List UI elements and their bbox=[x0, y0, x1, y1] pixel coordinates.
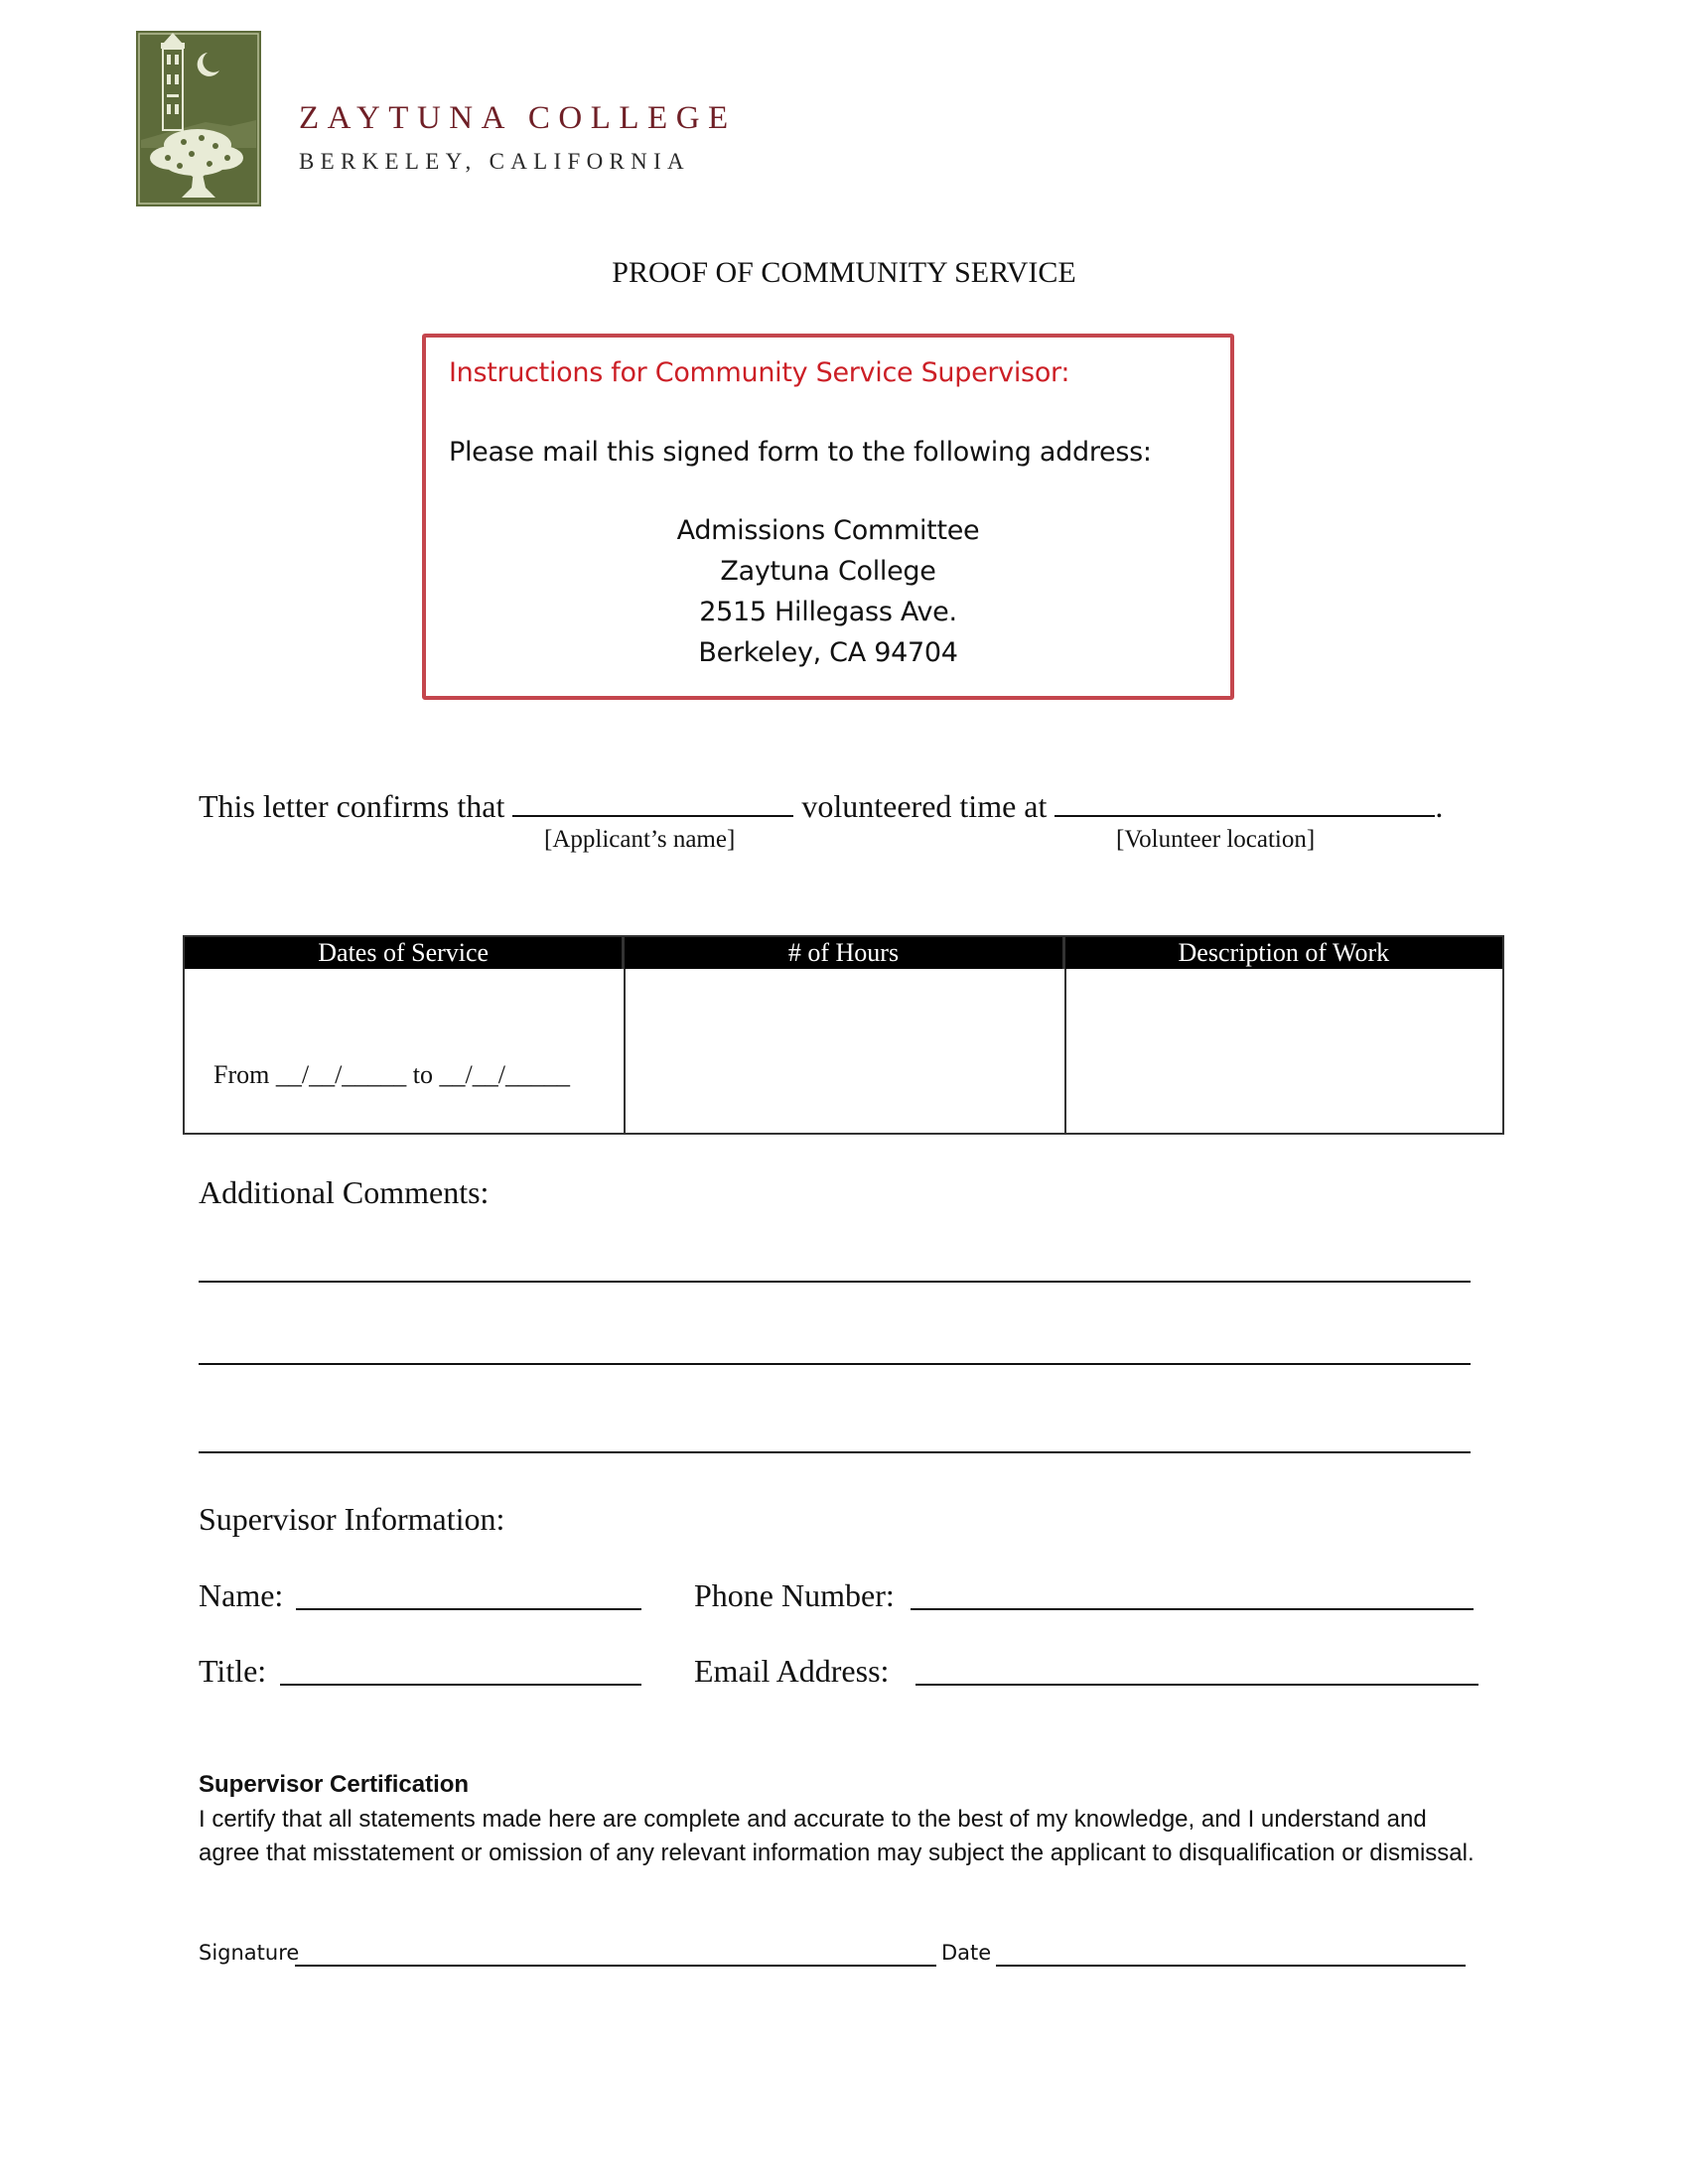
supervisor-name-label: Name: bbox=[199, 1577, 284, 1613]
supervisor-name-field[interactable] bbox=[296, 1608, 641, 1610]
page-title: PROOF OF COMMUNITY SERVICE bbox=[612, 256, 1076, 289]
phone-number-field[interactable] bbox=[911, 1608, 1474, 1610]
comment-line[interactable] bbox=[199, 1451, 1471, 1453]
college-logo bbox=[136, 31, 261, 206]
confirmation-suffix: . bbox=[1435, 788, 1444, 824]
address-line: Zaytuna College bbox=[720, 556, 936, 587]
email-address-field[interactable] bbox=[915, 1684, 1478, 1686]
comment-line[interactable] bbox=[199, 1281, 1471, 1283]
hours-cell[interactable] bbox=[626, 969, 1066, 1133]
confirmation-middle: volunteered time at bbox=[801, 788, 1048, 824]
address-line: Berkeley, CA 94704 bbox=[698, 637, 958, 668]
mailing-address bbox=[426, 510, 1230, 673]
header-hours: # of Hours bbox=[625, 937, 1064, 969]
additional-comments-label: Additional Comments: bbox=[199, 1174, 490, 1210]
header-description: Description of Work bbox=[1178, 938, 1390, 967]
confirmation-prefix: This letter confirms that bbox=[199, 788, 505, 824]
certification-text: I certify that all statements made here are complete and accurate to the best of my knowledge, and I understand and agree that misstatement or omission of any relevant information may subject the applicant to disqualification or dismissal. bbox=[199, 1806, 1475, 1866]
address-line: 2515 Hillegass Ave. bbox=[699, 597, 957, 627]
confirmation-sentence bbox=[199, 788, 1443, 825]
instructions-heading: Instructions for Community Service Supervisor: bbox=[449, 357, 1070, 388]
phone-number-label: Phone Number: bbox=[694, 1577, 895, 1613]
signature-label: Signature bbox=[199, 1941, 300, 1965]
instructions-box bbox=[422, 334, 1234, 700]
service-table-header bbox=[185, 937, 1502, 969]
instructions-text: Please mail this signed form to the following address: bbox=[449, 437, 1152, 468]
service-table bbox=[183, 935, 1504, 1135]
certification-heading: Supervisor Certification bbox=[199, 1771, 470, 1798]
date-label: Date bbox=[941, 1941, 992, 1965]
institution-location: BERKELEY, CALIFORNIA bbox=[299, 149, 690, 174]
supervisor-information-label: Supervisor Information: bbox=[199, 1501, 505, 1537]
volunteer-location-field[interactable] bbox=[1055, 789, 1435, 817]
volunteer-location-caption: [Volunteer location] bbox=[1116, 826, 1316, 853]
dates-of-service-cell[interactable] bbox=[185, 969, 626, 1133]
dates-of-service-template: From __/__/_____ to __/__/_____ bbox=[213, 1060, 570, 1089]
comment-line[interactable] bbox=[199, 1363, 1471, 1365]
header-dates-of-service: Dates of Service bbox=[185, 937, 625, 969]
description-cell[interactable] bbox=[1066, 969, 1502, 1133]
email-address-label: Email Address: bbox=[694, 1653, 890, 1689]
applicant-name-caption: [Applicant’s name] bbox=[544, 826, 736, 853]
date-field[interactable] bbox=[996, 1965, 1466, 1967]
supervisor-title-label: Title: bbox=[199, 1653, 267, 1689]
institution-name: ZAYTUNA COLLEGE bbox=[299, 100, 737, 136]
applicant-name-field[interactable] bbox=[512, 789, 793, 817]
supervisor-title-field[interactable] bbox=[280, 1684, 641, 1686]
signature-field[interactable] bbox=[295, 1965, 936, 1967]
address-line: Admissions Committee bbox=[676, 515, 980, 546]
